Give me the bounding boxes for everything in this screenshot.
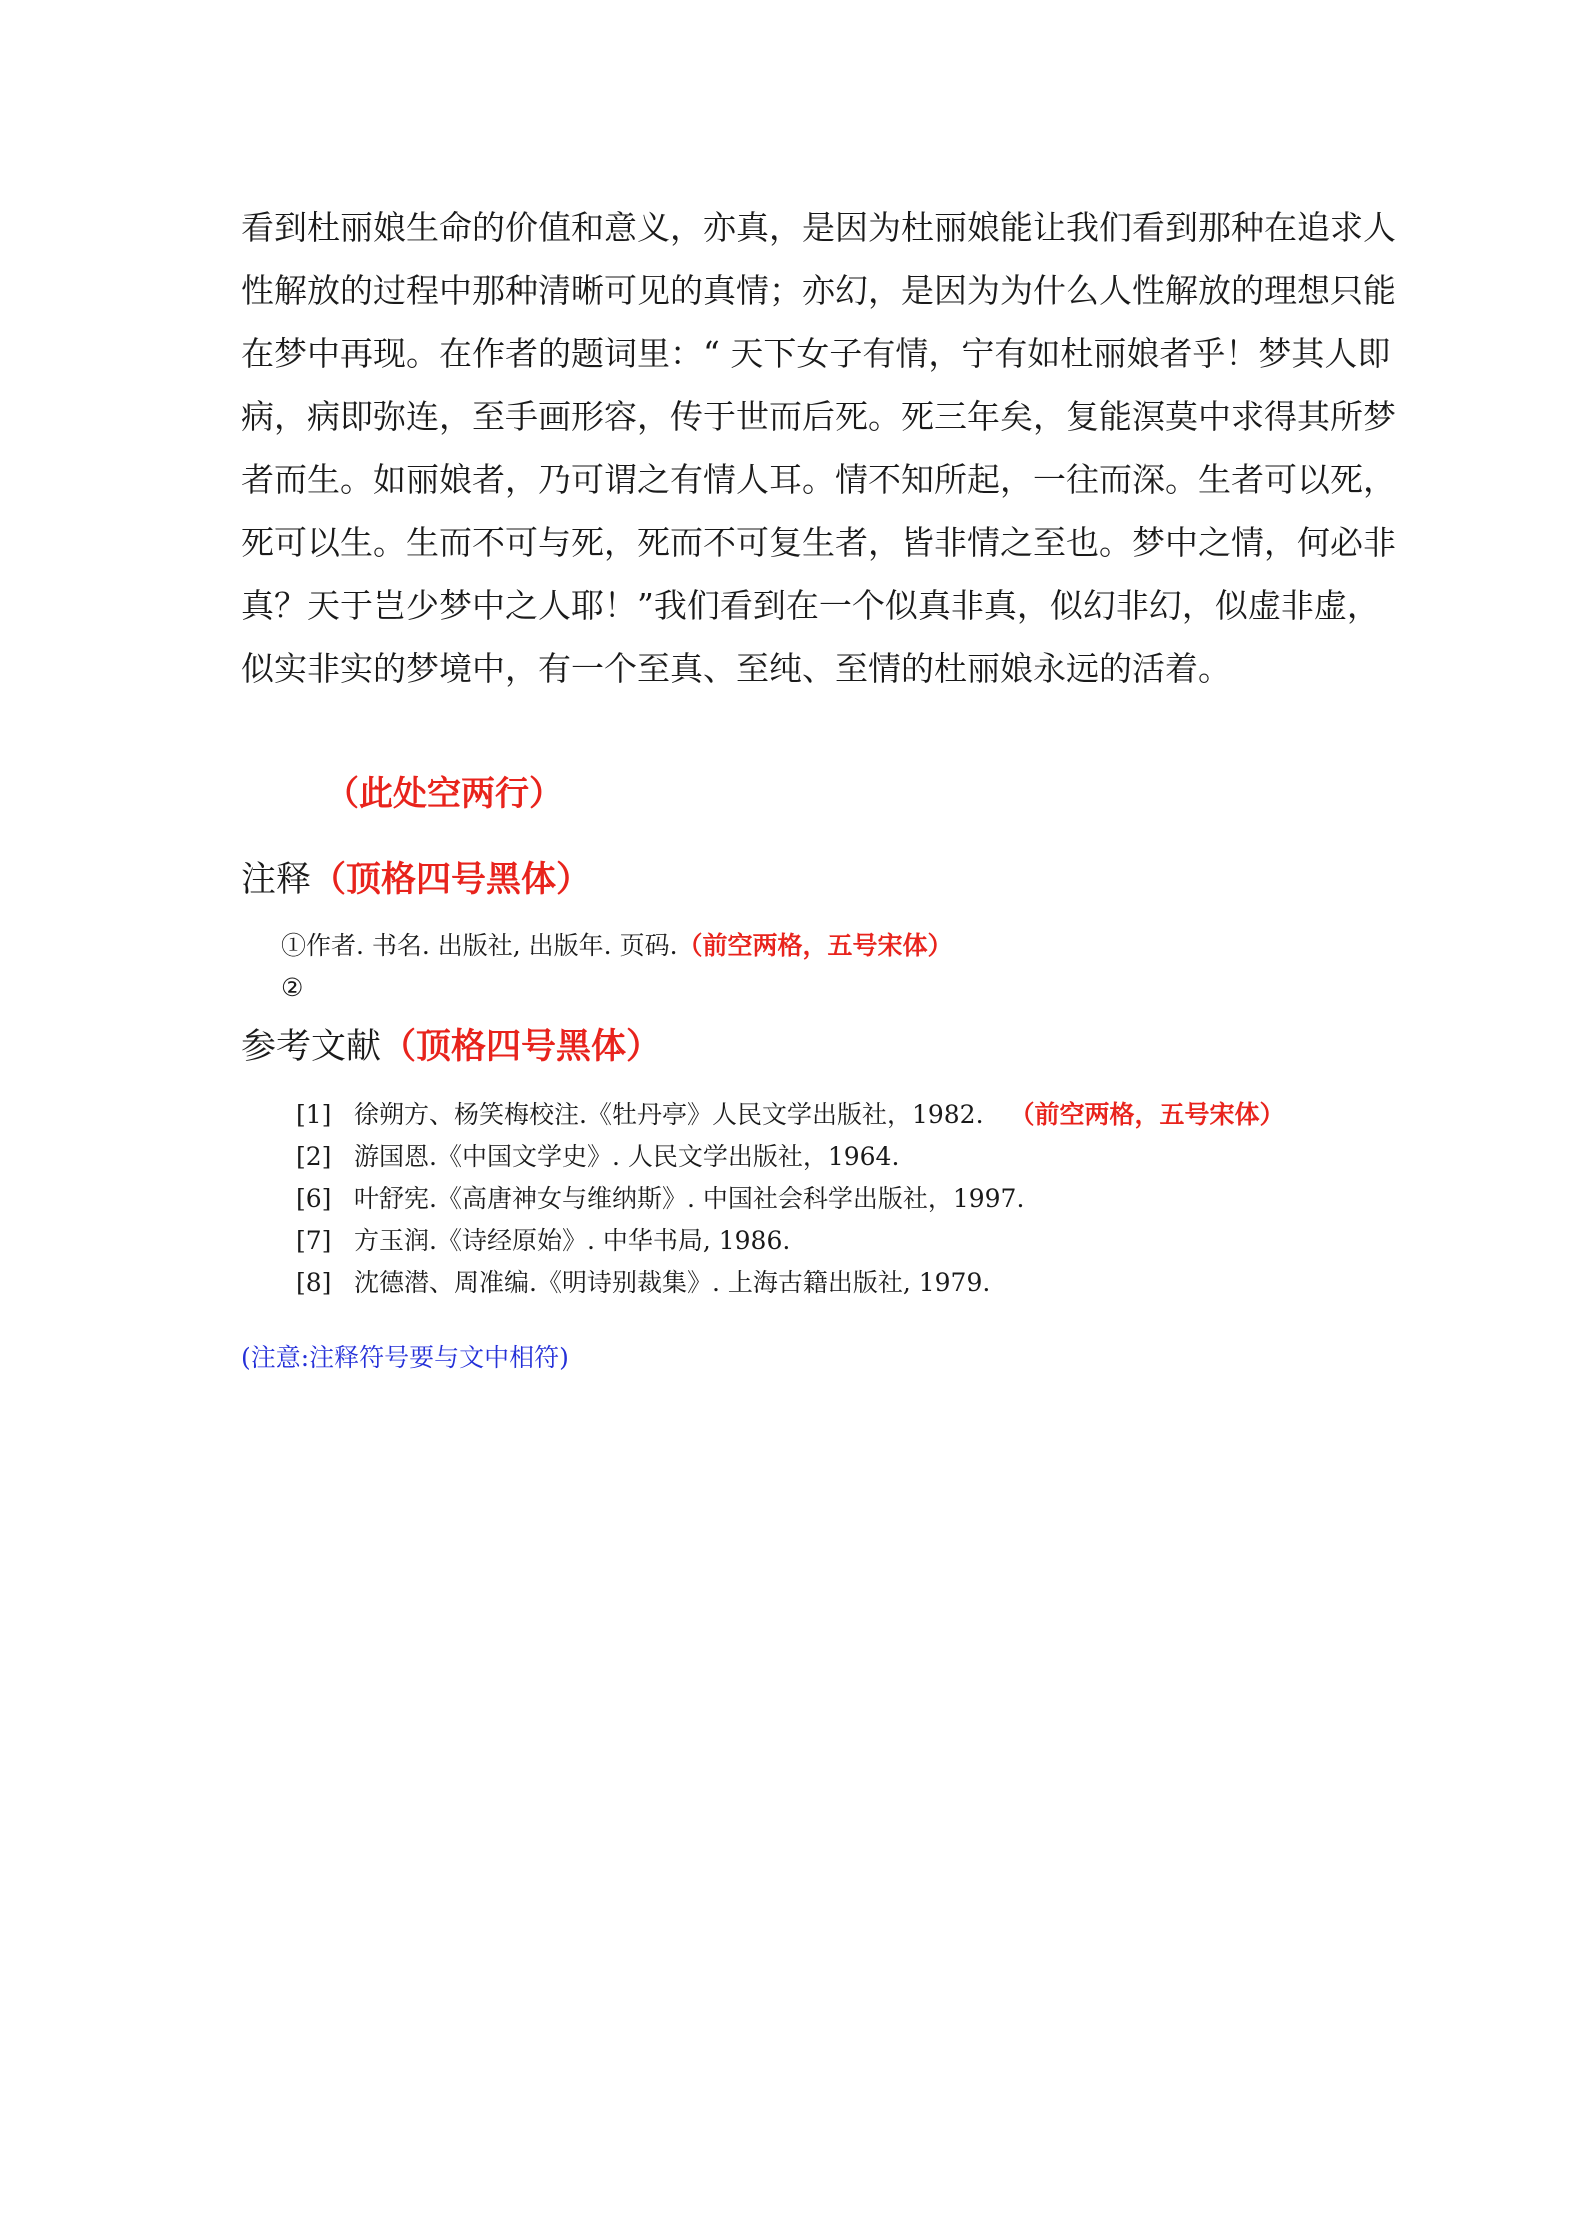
reference-number: [8] xyxy=(296,1268,332,1297)
body-line: 看到杜丽娘生命的价值和意义，亦真，是因为杜丽娘能让我们看到那种在追求人 xyxy=(241,208,1396,247)
body-line: 性解放的过程中那种清晰可见的真情；亦幻，是因为为什么人性解放的理想只能 xyxy=(241,271,1396,310)
notes-heading xyxy=(241,856,591,904)
note-item-text: ①作者. 书名. 出版社, 出版年. 页码. xyxy=(281,931,678,960)
blank-lines-instruction: （此处空两行） xyxy=(325,774,563,814)
body-line: 死可以生。生而不可与死，死而不可复生者，皆非情之至也。梦中之情，何必非 xyxy=(241,523,1396,562)
reference-number: [7] xyxy=(296,1226,332,1255)
reference-text: 方玉润.《诗经原始》. 中华书局, 1986. xyxy=(354,1226,791,1255)
reference-item xyxy=(296,1178,1285,1220)
reference-item xyxy=(296,1136,1285,1178)
reference-number: [1] xyxy=(296,1100,332,1129)
note-item xyxy=(281,928,953,964)
references-list xyxy=(296,1094,1285,1304)
note-item-format-note: （前空两格，五号宋体） xyxy=(677,931,953,960)
references-heading xyxy=(241,1023,661,1071)
body-line: 在梦中再现。在作者的题词里：“ 天下女子有情，宁有如杜丽娘者乎！梦其人即 xyxy=(241,334,1391,373)
reference-text: 徐朔方、杨笑梅校注.《牡丹亭》人民文学出版社，1982. xyxy=(354,1100,984,1129)
reference-text: 游国恩.《中国文学史》. 人民文学出版社，1964. xyxy=(354,1142,900,1171)
note-item xyxy=(281,970,303,1006)
reference-text: 沈德潜、周准编.《明诗别裁集》. 上海古籍出版社, 1979. xyxy=(354,1268,991,1297)
reference-item xyxy=(296,1094,1285,1136)
body-line: 似实非实的梦境中，有一个至真、至纯、至情的杜丽娘永远的活着。 xyxy=(241,649,1231,688)
reference-item xyxy=(296,1220,1285,1262)
reference-format-note: （前空两格，五号宋体） xyxy=(1009,1100,1285,1129)
references-heading-format-note: （顶格四号黑体） xyxy=(381,1027,662,1067)
body-paragraph xyxy=(241,196,1396,700)
note-item-text: ② xyxy=(281,973,304,1002)
reference-number: [2] xyxy=(296,1142,332,1171)
body-line: 者而生。如丽娘者，乃可谓之有情人耳。情不知所起，一往而深。生者可以死， xyxy=(241,460,1396,499)
reference-text: 叶舒宪.《高唐神女与维纳斯》. 中国社会科学出版社，1997. xyxy=(354,1184,1025,1213)
notes-heading-format-note: （顶格四号黑体） xyxy=(311,860,592,900)
notes-heading-title: 注释 xyxy=(241,860,312,900)
reference-item xyxy=(296,1262,1285,1304)
attention-note: (注意:注释符号要与文中相符) xyxy=(241,1343,569,1372)
references-heading-title: 参考文献 xyxy=(241,1027,382,1067)
body-line: 病，病即弥连，至手画形容，传于世而后死。死三年矣，复能溟莫中求得其所梦 xyxy=(241,397,1396,436)
body-line: 真？天于岂少梦中之人耶！”我们看到在一个似真非真，似幻非幻，似虚非虚， xyxy=(241,586,1380,625)
reference-number: [6] xyxy=(296,1184,332,1213)
